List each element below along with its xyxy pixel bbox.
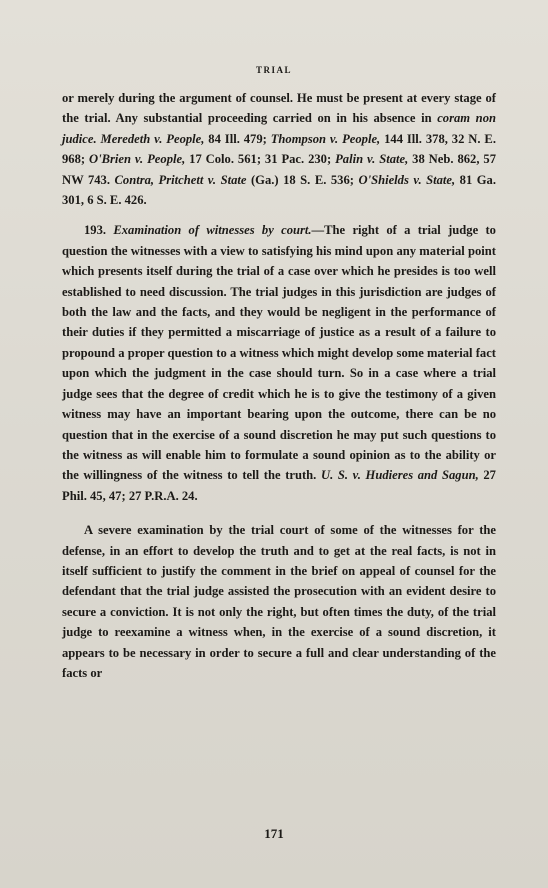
italic-citation: Examination of witnesses by court. xyxy=(113,223,312,238)
page-number: 171 xyxy=(264,826,284,841)
text-run: 27 Phil. 45, 47; 27 P.R.A. 24. xyxy=(62,468,496,503)
italic-citation: Contra, Pritchett v. State xyxy=(114,172,247,187)
text-run: (Ga.) 18 S. E. 536; xyxy=(246,172,359,187)
text-run: or merely during the argument of counsel. He must be present at every stage of the trial. Any substantial proceeding carried on in his absence in xyxy=(62,91,496,126)
paragraph-continued xyxy=(62,88,496,210)
text-run: 81 Ga. 301, 6 S. E. 426. xyxy=(62,172,496,208)
italic-citation: Thompson v. People, xyxy=(270,131,381,146)
italic-citation: Meredeth v. People, xyxy=(100,131,205,146)
italic-citation: coram non judice. xyxy=(62,111,496,146)
body-text xyxy=(62,88,496,683)
text-run: —The right of a trial judge to question the witnesses with a view to satisfying his mind upon any material point which presents itself during the trial of a case over which he presides is too well established to need discussion. The trial judges in this jurisdiction are judges of both the law and the facts, and they would be negligent in the performance of their duties if they permitted a miscarriage of justice as a result of a failure to propound a proper question to a witness which might develop some material fact upon which the judgment in the case should turn. So in a case where a trial judge sees that the degree of credit which he is to give the testimony of a given witness may have an important bearing upon the outcome, there can be no question that in the exercise of a sound discretion he may put such questions to the witness as will enable him to formulate a sound opinion as to the ability or the willingness of the witness to tell the truth. xyxy=(62,223,496,483)
text-run: 193. xyxy=(84,223,114,238)
italic-citation: Palin v. State, xyxy=(335,152,409,167)
text-run: A severe examination by the trial court of some of the witnesses for the defense, in an effort to develop the truth and to get at the real facts, is not in itself sufficient to justify the comment in the brief on appeal of counsel for the defendant that the trial judge assisted the prosecution with an evident desire to secure a conviction. It is not only the right, but often times the duty, of the trial judge to reexamine a witness when, in the exercise of a sound discretion, it appears to be necessary in order to secure a full and clear understanding of the facts or xyxy=(62,523,496,680)
text-run: 38 Neb. 862, 57 NW 743. xyxy=(62,152,496,187)
paragraph-section-193 xyxy=(62,220,496,506)
paragraph-severe-examination xyxy=(62,520,496,683)
text-run: 84 Ill. 479; xyxy=(204,131,271,146)
italic-citation: U. S. v. Hudieres and Sagun, xyxy=(320,468,479,483)
italic-citation: O'Brien v. People, xyxy=(89,152,186,167)
italic-citation: O'Shields v. State, xyxy=(358,172,456,187)
running-header: TRIAL xyxy=(255,65,292,75)
text-run: 144 Ill. 378, 32 N. E. 968; xyxy=(62,131,496,167)
text-run: 17 Colo. 561; 31 Pac. 230; xyxy=(185,152,336,167)
